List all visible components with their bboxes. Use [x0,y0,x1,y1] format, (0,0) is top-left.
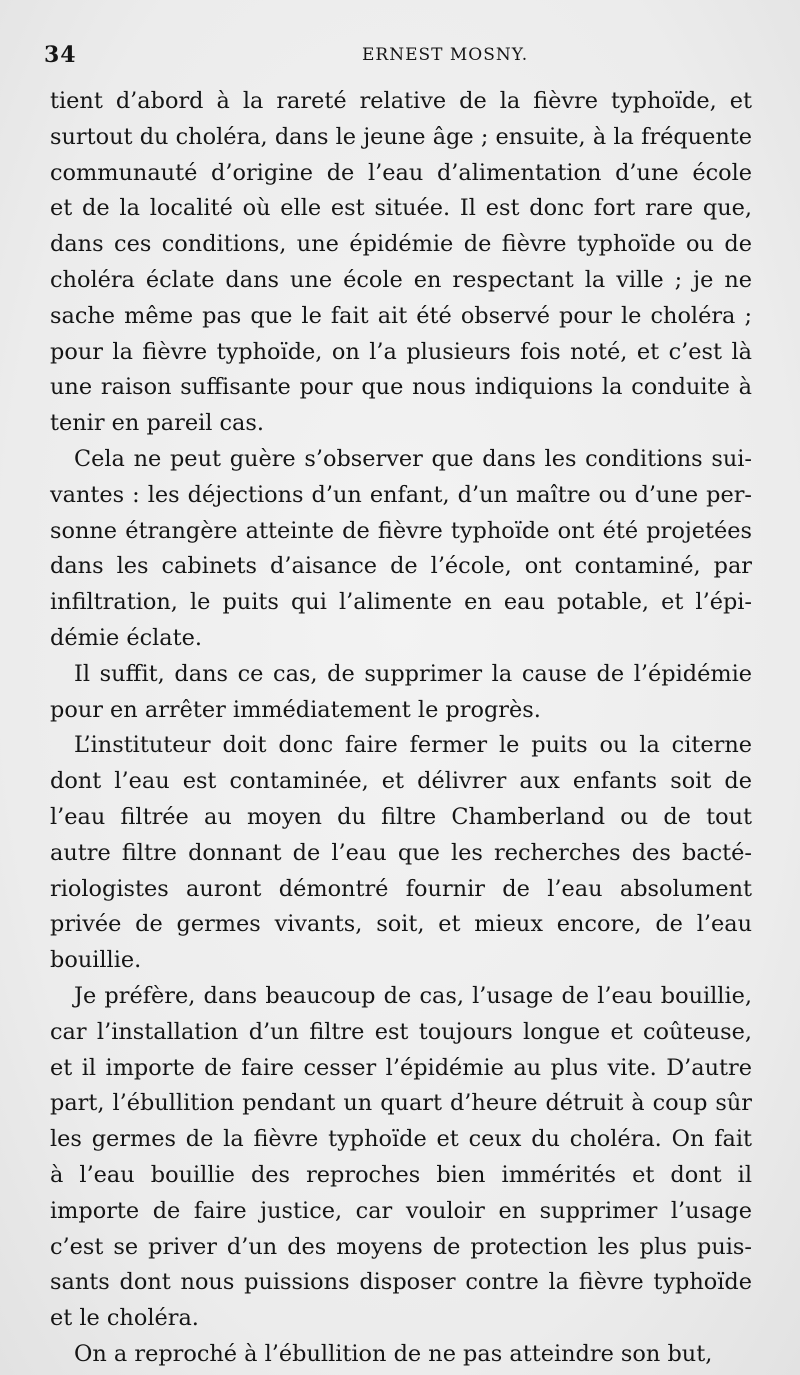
text-line: pour en arrêter immédiatement le progrès. [50,696,541,723]
text-line: tient d’abord à la rareté relative de la fièvre typhoïde, et [50,88,752,114]
text-line: les germes de la fièvre typhoïde et ceux du choléra. On fait [50,1126,752,1153]
text-line: c’est se priver d’un des moyens de protection les plus puis- [50,1233,752,1260]
paragraph [50,442,752,657]
text-line: à l’eau bouillie des reproches bien immérités et dont il [50,1161,752,1188]
text-line: autre filtre donnant de l’eau que les recherches des bacté- [50,839,752,866]
page-header [44,42,758,72]
body-text [50,84,752,1373]
text-line: car l’installation d’un filtre est toujours longue et coûteuse, [50,1018,752,1045]
text-line: et il importe de faire cesser l’épidémie au plus vite. D’autre [50,1054,752,1081]
paragraph [50,657,752,729]
text-line: On a reproché à l’ébullition de ne pas atteindre son but, [74,1340,713,1367]
paragraph [50,84,752,442]
text-line: communauté d’origine de l’eau d’alimentation d’une école [50,159,752,186]
text-line: infiltration, le puits qui l’alimente en eau potable, et l’épi- [50,589,752,616]
page-number: 34 [44,42,77,68]
text-line: Je préfère, dans beaucoup de cas, l’usage de l’eau bouillie, [74,982,752,1009]
text-line: choléra éclate dans une école en respectant la ville ; je ne [50,266,752,293]
paragraph [50,979,752,1337]
text-line: dans les cabinets d’aisance de l’école, ont contaminé, par [50,553,752,580]
text-line: importe de faire justice, car vouloir en supprimer l’usage [50,1197,752,1224]
text-line: vantes : les déjections d’un enfant, d’un maître ou d’une per- [50,481,752,508]
running-head: ERNEST MOSNY. [362,45,529,65]
text-line: sache même pas que le fait ait été observé pour le choléra ; [50,302,752,329]
paragraph [50,1337,752,1373]
text-line: tenir en pareil cas. [50,410,265,437]
text-line: sonne étrangère atteinte de fièvre typhoïde ont été projetées [50,517,752,544]
text-line: surtout du choléra, dans le jeune âge ; ensuite, à la fréquente [50,123,752,150]
text-line: l’eau filtrée au moyen du filtre Chamberland ou de tout [50,803,752,830]
text-line: dans ces conditions, une épidémie de fièvre typhoïde ou de [50,231,752,258]
text-line: pour la fièvre typhoïde, on l’a plusieurs fois noté, et c’est là [50,338,752,365]
text-line: L’instituteur doit donc faire fermer le puits ou la citerne [74,732,752,759]
text-line: riologistes auront démontré fournir de l’eau absolument [50,875,752,902]
text-line: bouillie. [50,947,142,974]
text-line: démie éclate. [50,624,203,651]
text-line: Cela ne peut guère s’observer que dans les conditions sui- [74,445,752,472]
text-line: et de la localité où elle est située. Il est donc fort rare que, [50,195,752,222]
text-line: privée de germes vivants, soit, et mieux encore, de l’eau [50,911,752,938]
paragraph [50,728,752,979]
text-line: et le choléra. [50,1305,199,1332]
text-line: part, l’ébullition pendant un quart d’heure détruit à coup sûr [50,1090,752,1117]
text-line: dont l’eau est contaminée, et délivrer aux enfants soit de [50,768,752,795]
text-line: sants dont nous puissions disposer contre la fièvre typhoïde [50,1269,752,1296]
text-line: une raison suffisante pour que nous indiquions la conduite à [50,374,752,401]
text-line: Il suffit, dans ce cas, de supprimer la cause de l’épidémie [74,660,752,687]
